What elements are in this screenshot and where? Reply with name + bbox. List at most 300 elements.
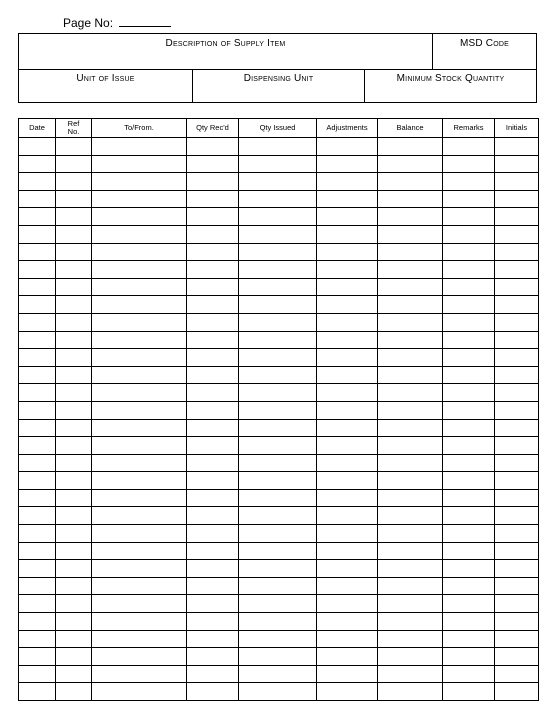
table-cell[interactable] bbox=[378, 366, 443, 384]
table-cell[interactable] bbox=[56, 525, 92, 543]
table-cell[interactable] bbox=[19, 525, 56, 543]
table-cell[interactable] bbox=[239, 454, 317, 472]
table-cell[interactable] bbox=[56, 683, 92, 701]
table-cell[interactable] bbox=[19, 155, 56, 173]
table-cell[interactable] bbox=[239, 613, 317, 631]
table-cell[interactable] bbox=[19, 419, 56, 437]
msd-code-cell[interactable] bbox=[433, 34, 536, 69]
table-cell[interactable] bbox=[443, 454, 495, 472]
table-cell[interactable] bbox=[443, 560, 495, 578]
table-cell[interactable] bbox=[56, 401, 92, 419]
table-cell[interactable] bbox=[495, 613, 539, 631]
table-cell[interactable] bbox=[317, 384, 378, 402]
table-cell[interactable] bbox=[443, 577, 495, 595]
table-cell[interactable] bbox=[56, 630, 92, 648]
table-cell[interactable] bbox=[443, 507, 495, 525]
table-cell[interactable] bbox=[92, 138, 187, 156]
table-cell[interactable] bbox=[443, 613, 495, 631]
table-cell[interactable] bbox=[56, 454, 92, 472]
table-cell[interactable] bbox=[56, 331, 92, 349]
table-cell[interactable] bbox=[56, 261, 92, 279]
table-cell[interactable] bbox=[317, 349, 378, 367]
table-cell[interactable] bbox=[317, 278, 378, 296]
table-cell[interactable] bbox=[317, 560, 378, 578]
table-cell[interactable] bbox=[239, 261, 317, 279]
table-cell[interactable] bbox=[239, 173, 317, 191]
table-cell[interactable] bbox=[378, 437, 443, 455]
table-cell[interactable] bbox=[92, 437, 187, 455]
table-cell[interactable] bbox=[19, 138, 56, 156]
table-cell[interactable] bbox=[443, 665, 495, 683]
table-cell[interactable] bbox=[92, 577, 187, 595]
table-cell[interactable] bbox=[378, 401, 443, 419]
table-cell[interactable] bbox=[317, 613, 378, 631]
table-cell[interactable] bbox=[378, 384, 443, 402]
table-cell[interactable] bbox=[239, 313, 317, 331]
table-cell[interactable] bbox=[92, 525, 187, 543]
table-cell[interactable] bbox=[317, 331, 378, 349]
table-cell[interactable] bbox=[239, 648, 317, 666]
table-cell[interactable] bbox=[378, 454, 443, 472]
table-cell[interactable] bbox=[92, 613, 187, 631]
table-cell[interactable] bbox=[317, 630, 378, 648]
table-cell[interactable] bbox=[378, 296, 443, 314]
table-cell[interactable] bbox=[239, 401, 317, 419]
table-cell[interactable] bbox=[495, 542, 539, 560]
table-cell[interactable] bbox=[378, 138, 443, 156]
table-cell[interactable] bbox=[56, 366, 92, 384]
unit-of-issue-cell[interactable] bbox=[19, 69, 193, 102]
table-cell[interactable] bbox=[19, 454, 56, 472]
table-cell[interactable] bbox=[92, 313, 187, 331]
table-cell[interactable] bbox=[378, 243, 443, 261]
table-cell[interactable] bbox=[19, 648, 56, 666]
table-cell[interactable] bbox=[19, 208, 56, 226]
table-cell[interactable] bbox=[239, 525, 317, 543]
table-cell[interactable] bbox=[378, 419, 443, 437]
table-cell[interactable] bbox=[317, 472, 378, 490]
table-cell[interactable] bbox=[317, 208, 378, 226]
table-cell[interactable] bbox=[56, 507, 92, 525]
table-cell[interactable] bbox=[239, 296, 317, 314]
table-cell[interactable] bbox=[378, 542, 443, 560]
table-cell[interactable] bbox=[378, 349, 443, 367]
table-cell[interactable] bbox=[378, 261, 443, 279]
table-cell[interactable] bbox=[317, 648, 378, 666]
table-cell[interactable] bbox=[19, 190, 56, 208]
table-row bbox=[19, 613, 539, 631]
table-cell[interactable] bbox=[19, 560, 56, 578]
table-cell[interactable] bbox=[56, 225, 92, 243]
table-cell[interactable] bbox=[56, 155, 92, 173]
table-cell[interactable] bbox=[187, 525, 239, 543]
table-cell[interactable] bbox=[317, 489, 378, 507]
table-cell[interactable] bbox=[56, 648, 92, 666]
minimum-stock-cell[interactable] bbox=[365, 69, 536, 102]
table-cell[interactable] bbox=[187, 437, 239, 455]
table-cell[interactable] bbox=[187, 472, 239, 490]
table-cell[interactable] bbox=[187, 560, 239, 578]
table-cell[interactable] bbox=[187, 313, 239, 331]
table-cell[interactable] bbox=[187, 261, 239, 279]
description-cell[interactable] bbox=[19, 34, 433, 69]
table-cell[interactable] bbox=[19, 472, 56, 490]
table-cell[interactable] bbox=[443, 278, 495, 296]
table-cell[interactable] bbox=[19, 331, 56, 349]
page-number-label: Page No: bbox=[63, 16, 114, 30]
table-cell[interactable] bbox=[317, 190, 378, 208]
table-cell[interactable] bbox=[187, 208, 239, 226]
table-cell[interactable] bbox=[378, 489, 443, 507]
table-cell[interactable] bbox=[92, 331, 187, 349]
table-cell[interactable] bbox=[19, 313, 56, 331]
table-cell[interactable] bbox=[187, 349, 239, 367]
table-cell[interactable] bbox=[317, 138, 378, 156]
table-cell[interactable] bbox=[92, 419, 187, 437]
table-cell[interactable] bbox=[317, 296, 378, 314]
table-cell[interactable] bbox=[19, 542, 56, 560]
table-cell[interactable] bbox=[19, 577, 56, 595]
table-cell[interactable] bbox=[495, 349, 539, 367]
table-cell[interactable] bbox=[443, 472, 495, 490]
table-cell[interactable] bbox=[187, 613, 239, 631]
table-cell[interactable] bbox=[56, 243, 92, 261]
table-cell[interactable] bbox=[19, 225, 56, 243]
table-cell[interactable] bbox=[92, 665, 187, 683]
table-cell[interactable] bbox=[56, 419, 92, 437]
table-cell[interactable] bbox=[378, 472, 443, 490]
table-cell[interactable] bbox=[495, 173, 539, 191]
table-cell[interactable] bbox=[187, 507, 239, 525]
table-cell[interactable] bbox=[443, 419, 495, 437]
table-cell[interactable] bbox=[495, 472, 539, 490]
table-cell[interactable] bbox=[495, 278, 539, 296]
table-cell[interactable] bbox=[378, 613, 443, 631]
table-cell[interactable] bbox=[92, 296, 187, 314]
table-cell[interactable] bbox=[239, 489, 317, 507]
table-cell[interactable] bbox=[495, 243, 539, 261]
table-cell[interactable] bbox=[443, 313, 495, 331]
table-cell[interactable] bbox=[495, 225, 539, 243]
table-cell[interactable] bbox=[317, 525, 378, 543]
table-cell[interactable] bbox=[56, 560, 92, 578]
table-header-row bbox=[19, 119, 539, 138]
table-cell[interactable] bbox=[187, 577, 239, 595]
table-cell[interactable] bbox=[443, 683, 495, 701]
table-cell[interactable] bbox=[317, 683, 378, 701]
table-cell[interactable] bbox=[239, 331, 317, 349]
table-cell[interactable] bbox=[317, 577, 378, 595]
table-cell[interactable] bbox=[378, 577, 443, 595]
table-cell[interactable] bbox=[187, 190, 239, 208]
table-cell[interactable] bbox=[495, 401, 539, 419]
table-cell[interactable] bbox=[495, 138, 539, 156]
table-cell[interactable] bbox=[443, 437, 495, 455]
table-cell[interactable] bbox=[92, 225, 187, 243]
table-cell[interactable] bbox=[56, 278, 92, 296]
table-cell[interactable] bbox=[317, 313, 378, 331]
table-cell[interactable] bbox=[378, 507, 443, 525]
table-cell[interactable] bbox=[187, 366, 239, 384]
table-cell[interactable] bbox=[187, 401, 239, 419]
table-cell[interactable] bbox=[19, 489, 56, 507]
table-cell[interactable] bbox=[187, 138, 239, 156]
table-cell[interactable] bbox=[56, 542, 92, 560]
table-cell[interactable] bbox=[317, 595, 378, 613]
table-cell[interactable] bbox=[56, 595, 92, 613]
table-cell[interactable] bbox=[317, 155, 378, 173]
table-cell[interactable] bbox=[187, 296, 239, 314]
table-cell[interactable] bbox=[378, 665, 443, 683]
table-cell[interactable] bbox=[495, 437, 539, 455]
table-cell[interactable] bbox=[443, 261, 495, 279]
table-cell[interactable] bbox=[378, 630, 443, 648]
table-cell[interactable] bbox=[239, 595, 317, 613]
table-cell[interactable] bbox=[317, 225, 378, 243]
table-cell[interactable] bbox=[92, 278, 187, 296]
table-cell[interactable] bbox=[495, 190, 539, 208]
table-cell[interactable] bbox=[239, 225, 317, 243]
table-cell[interactable] bbox=[187, 683, 239, 701]
table-cell[interactable] bbox=[187, 595, 239, 613]
table-cell[interactable] bbox=[495, 560, 539, 578]
table-cell[interactable] bbox=[317, 173, 378, 191]
table-cell[interactable] bbox=[443, 648, 495, 666]
table-cell[interactable] bbox=[443, 366, 495, 384]
table-cell[interactable] bbox=[92, 560, 187, 578]
table-cell[interactable] bbox=[317, 401, 378, 419]
table-cell[interactable] bbox=[495, 577, 539, 595]
table-cell[interactable] bbox=[56, 313, 92, 331]
table-cell[interactable] bbox=[378, 331, 443, 349]
table-cell[interactable] bbox=[56, 138, 92, 156]
table-cell[interactable] bbox=[495, 595, 539, 613]
table-cell[interactable] bbox=[56, 190, 92, 208]
table-cell[interactable] bbox=[19, 243, 56, 261]
table-cell[interactable] bbox=[378, 278, 443, 296]
table-cell[interactable] bbox=[239, 472, 317, 490]
table-cell[interactable] bbox=[56, 173, 92, 191]
table-cell[interactable] bbox=[239, 278, 317, 296]
table-cell[interactable] bbox=[239, 138, 317, 156]
table-cell[interactable] bbox=[19, 401, 56, 419]
table-cell[interactable] bbox=[495, 648, 539, 666]
table-cell[interactable] bbox=[92, 349, 187, 367]
table-cell[interactable] bbox=[443, 525, 495, 543]
table-cell[interactable] bbox=[92, 155, 187, 173]
table-cell[interactable] bbox=[239, 349, 317, 367]
table-cell[interactable] bbox=[378, 313, 443, 331]
table-cell[interactable] bbox=[495, 208, 539, 226]
table-cell[interactable] bbox=[443, 384, 495, 402]
table-cell[interactable] bbox=[317, 419, 378, 437]
table-cell[interactable] bbox=[378, 225, 443, 243]
table-cell[interactable] bbox=[56, 437, 92, 455]
table-cell[interactable] bbox=[19, 173, 56, 191]
table-cell[interactable] bbox=[19, 296, 56, 314]
table-cell[interactable] bbox=[187, 665, 239, 683]
table-cell[interactable] bbox=[92, 243, 187, 261]
table-cell[interactable] bbox=[239, 683, 317, 701]
table-cell[interactable] bbox=[239, 560, 317, 578]
table-cell[interactable] bbox=[443, 595, 495, 613]
table-cell[interactable] bbox=[56, 489, 92, 507]
table-cell[interactable] bbox=[187, 454, 239, 472]
table-cell[interactable] bbox=[187, 489, 239, 507]
table-cell[interactable] bbox=[378, 525, 443, 543]
table-cell[interactable] bbox=[92, 630, 187, 648]
table-cell[interactable] bbox=[495, 665, 539, 683]
table-cell[interactable] bbox=[56, 208, 92, 226]
table-cell[interactable] bbox=[443, 173, 495, 191]
header-row-1 bbox=[19, 34, 536, 70]
table-cell[interactable] bbox=[378, 208, 443, 226]
table-cell[interactable] bbox=[187, 278, 239, 296]
table-cell[interactable] bbox=[495, 454, 539, 472]
table-cell[interactable] bbox=[378, 173, 443, 191]
table-cell[interactable] bbox=[239, 243, 317, 261]
table-cell[interactable] bbox=[495, 384, 539, 402]
table-cell[interactable] bbox=[56, 577, 92, 595]
table-cell[interactable] bbox=[495, 630, 539, 648]
table-cell[interactable] bbox=[92, 542, 187, 560]
table-cell[interactable] bbox=[443, 331, 495, 349]
table-cell[interactable] bbox=[56, 472, 92, 490]
table-cell[interactable] bbox=[443, 155, 495, 173]
table-cell[interactable] bbox=[443, 349, 495, 367]
table-cell[interactable] bbox=[317, 261, 378, 279]
table-cell[interactable] bbox=[317, 437, 378, 455]
table-cell[interactable] bbox=[187, 225, 239, 243]
table-cell[interactable] bbox=[239, 366, 317, 384]
table-cell[interactable] bbox=[378, 595, 443, 613]
table-cell[interactable] bbox=[317, 366, 378, 384]
table-cell[interactable] bbox=[56, 384, 92, 402]
table-cell[interactable] bbox=[378, 648, 443, 666]
table-cell[interactable] bbox=[239, 155, 317, 173]
table-cell[interactable] bbox=[92, 173, 187, 191]
table-cell[interactable] bbox=[443, 208, 495, 226]
table-cell[interactable] bbox=[19, 261, 56, 279]
table-cell[interactable] bbox=[239, 542, 317, 560]
table-cell[interactable] bbox=[56, 665, 92, 683]
table-cell[interactable] bbox=[495, 155, 539, 173]
table-cell[interactable] bbox=[92, 489, 187, 507]
table-cell[interactable] bbox=[187, 243, 239, 261]
table-cell[interactable] bbox=[56, 296, 92, 314]
table-cell[interactable] bbox=[495, 683, 539, 701]
table-row bbox=[19, 472, 539, 490]
table-cell[interactable] bbox=[495, 296, 539, 314]
table-cell[interactable] bbox=[239, 208, 317, 226]
table-cell[interactable] bbox=[495, 419, 539, 437]
table-cell[interactable] bbox=[187, 542, 239, 560]
table-cell[interactable] bbox=[19, 595, 56, 613]
table-cell[interactable] bbox=[239, 507, 317, 525]
table-cell[interactable] bbox=[443, 225, 495, 243]
table-cell[interactable] bbox=[443, 138, 495, 156]
table-cell[interactable] bbox=[19, 683, 56, 701]
table-cell[interactable] bbox=[19, 613, 56, 631]
table-cell[interactable] bbox=[187, 384, 239, 402]
table-cell[interactable] bbox=[92, 384, 187, 402]
table-cell[interactable] bbox=[56, 349, 92, 367]
table-cell[interactable] bbox=[92, 683, 187, 701]
table-cell[interactable] bbox=[317, 454, 378, 472]
table-cell[interactable] bbox=[19, 384, 56, 402]
table-cell[interactable] bbox=[317, 243, 378, 261]
table-cell[interactable] bbox=[19, 507, 56, 525]
table-cell[interactable] bbox=[378, 155, 443, 173]
table-cell[interactable] bbox=[443, 190, 495, 208]
table-cell[interactable] bbox=[19, 366, 56, 384]
table-cell[interactable] bbox=[495, 331, 539, 349]
table-cell[interactable] bbox=[443, 296, 495, 314]
table-cell[interactable] bbox=[92, 208, 187, 226]
table-cell[interactable] bbox=[19, 278, 56, 296]
table-cell[interactable] bbox=[495, 261, 539, 279]
table-cell[interactable] bbox=[443, 243, 495, 261]
table-cell[interactable] bbox=[187, 630, 239, 648]
table-cell[interactable] bbox=[19, 665, 56, 683]
table-cell[interactable] bbox=[239, 630, 317, 648]
dispensing-unit-cell[interactable] bbox=[193, 69, 365, 102]
table-cell[interactable] bbox=[187, 648, 239, 666]
table-cell[interactable] bbox=[495, 366, 539, 384]
table-cell[interactable] bbox=[495, 313, 539, 331]
table-cell[interactable] bbox=[317, 665, 378, 683]
table-cell[interactable] bbox=[239, 665, 317, 683]
table-cell[interactable] bbox=[239, 384, 317, 402]
table-cell[interactable] bbox=[378, 683, 443, 701]
table-cell[interactable] bbox=[92, 454, 187, 472]
table-cell[interactable] bbox=[495, 525, 539, 543]
table-cell[interactable] bbox=[495, 507, 539, 525]
table-cell[interactable] bbox=[239, 190, 317, 208]
table-cell[interactable] bbox=[19, 630, 56, 648]
table-cell[interactable] bbox=[92, 648, 187, 666]
table-cell[interactable] bbox=[19, 437, 56, 455]
table-cell[interactable] bbox=[187, 155, 239, 173]
table-cell[interactable] bbox=[19, 349, 56, 367]
table-cell[interactable] bbox=[92, 261, 187, 279]
table-cell[interactable] bbox=[92, 190, 187, 208]
table-cell[interactable] bbox=[92, 507, 187, 525]
table-cell[interactable] bbox=[187, 419, 239, 437]
table-row bbox=[19, 225, 539, 243]
table-cell[interactable] bbox=[92, 401, 187, 419]
table-cell[interactable] bbox=[443, 401, 495, 419]
table-cell[interactable] bbox=[56, 613, 92, 631]
table-cell[interactable] bbox=[443, 489, 495, 507]
table-cell[interactable] bbox=[239, 437, 317, 455]
table-cell[interactable] bbox=[317, 507, 378, 525]
table-cell[interactable] bbox=[239, 577, 317, 595]
table-cell[interactable] bbox=[92, 595, 187, 613]
table-cell[interactable] bbox=[443, 542, 495, 560]
table-cell[interactable] bbox=[187, 173, 239, 191]
table-cell[interactable] bbox=[378, 560, 443, 578]
table-cell[interactable] bbox=[378, 190, 443, 208]
table-cell[interactable] bbox=[187, 331, 239, 349]
table-cell[interactable] bbox=[92, 366, 187, 384]
table-cell[interactable] bbox=[495, 489, 539, 507]
table-cell[interactable] bbox=[92, 472, 187, 490]
table-cell[interactable] bbox=[239, 419, 317, 437]
table-cell[interactable] bbox=[317, 542, 378, 560]
table-cell[interactable] bbox=[443, 630, 495, 648]
page-number-blank[interactable] bbox=[119, 14, 171, 27]
